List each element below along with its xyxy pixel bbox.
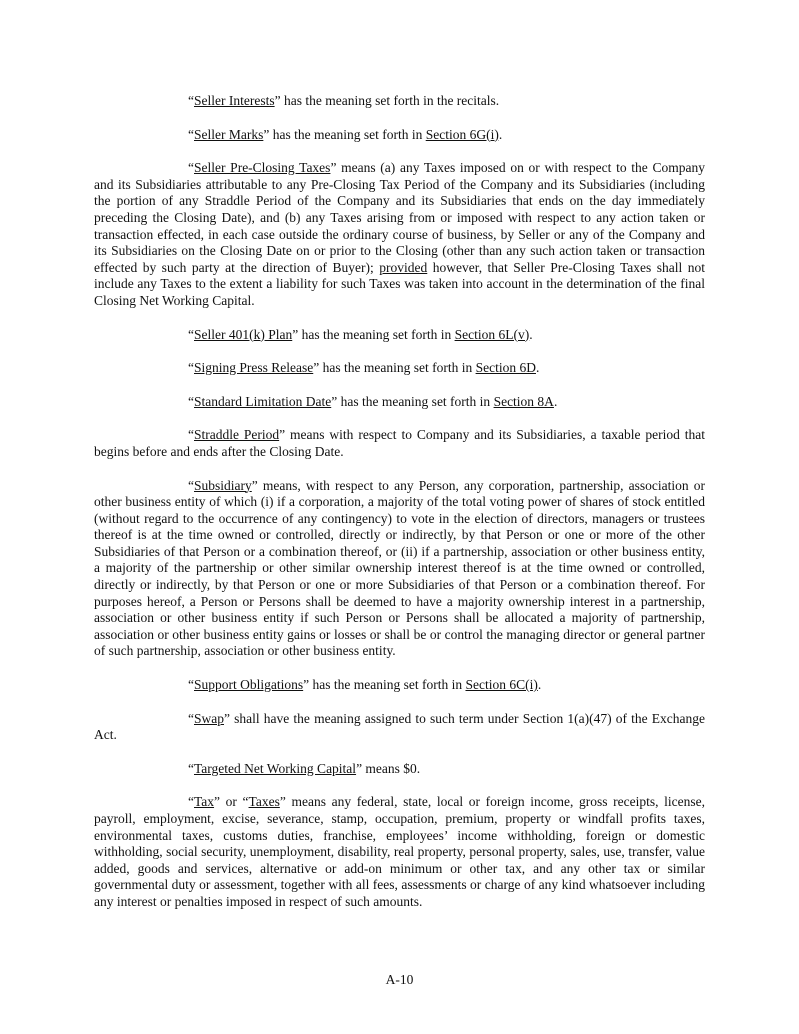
text-segment: “ — [188, 126, 194, 142]
text-segment: ” has the meaning set forth in the recitals. — [274, 93, 500, 108]
text-segment: “ — [188, 794, 194, 810]
defined-term: Swap — [194, 710, 224, 726]
text-segment: ” or “ — [214, 794, 249, 810]
definition-seller-pre-closing-taxes — [94, 160, 705, 309]
text-segment: ” has the meaning set forth in — [292, 326, 455, 342]
defined-term: Standard Limitation Date — [194, 393, 332, 409]
section-reference: Section 6G(i) — [425, 126, 499, 142]
definition-seller-marks — [94, 127, 705, 144]
defined-term: Targeted Net Working Capital — [194, 760, 357, 776]
defined-term: Seller Marks — [194, 126, 264, 142]
page-number: A-10 — [385, 972, 414, 987]
defined-term: Signing Press Release — [194, 360, 314, 376]
definition-standard-limitation-date — [94, 394, 705, 411]
text-segment: ” has the meaning set forth in — [303, 677, 466, 693]
text-segment: ” has the meaning set forth in — [263, 126, 426, 142]
text-segment: ” means $0. — [356, 760, 421, 776]
text-segment: ” shall have the meaning assigned to such term under Section 1(a)(47) of the Exchange Act. — [94, 710, 705, 743]
section-reference: Section 6D — [475, 360, 536, 376]
text-segment: ” means (a) any Taxes imposed on or with respect to the Company and its Subsidiaries attributable to any Pre-Closing Tax Period of the Company and its Subsidiaries (including the portion of any Straddle Period of the Company and its Subsidiaries that ends on the day immediately preceding the Closing Date), and (b) any Taxes arising from or imposed with respect to any action taken or transaction effected, in each case outside the ordinary course of business, by Seller or any of the Company and its Subsidiaries on the Closing Date on or prior to the Closing (other than any such action taken or transaction effected by such party at the direction of Buyer); — [94, 160, 705, 275]
definition-seller-401k-plan — [94, 327, 705, 344]
definition-support-obligations — [94, 677, 705, 694]
text-segment: “ — [188, 160, 194, 176]
defined-term: Seller Interests — [194, 93, 275, 108]
text-segment: “ — [188, 326, 194, 342]
text-segment: ” means any federal, state, local or foreign income, gross receipts, license, payroll, employment, excise, severance, stamp, occupation, premium, property or windfall profits taxes, environmental taxes, customs duties, franchise, employees’ income withholding, foreign or domestic withholding, social security, unemployment, disability, real property, personal property, sales, use, transfer, value added, goods and services, alternative or add-on minimum or other tax, and any other tax or similar governmental duty or assessment, together with all fees, assessments or charge of any kind whatsoever including any interest or penalties imposed in respect of such amounts. — [94, 794, 705, 909]
definition-signing-press-release — [94, 360, 705, 377]
text-segment: . — [535, 360, 540, 376]
section-reference: Section 6C(i) — [465, 677, 538, 693]
definition-seller-interests — [94, 93, 705, 110]
text-segment: ” means with respect to Company and its Subsidiaries, a taxable period that begins before and ends after the Closing Date. — [94, 427, 705, 459]
definition-swap — [94, 711, 705, 744]
text-segment: ” has the meaning set forth in — [313, 360, 476, 376]
text-segment: . — [537, 677, 542, 693]
text-segment: ” has the meaning set forth in — [331, 393, 494, 409]
defined-term: Subsidiary — [194, 477, 252, 493]
text-segment: . — [553, 393, 558, 409]
document-body — [94, 93, 705, 928]
text-segment: . — [498, 126, 503, 142]
provided-term: provided — [379, 259, 428, 275]
defined-term: Support Obligations — [194, 677, 304, 693]
definition-tax — [94, 794, 705, 910]
section-reference: Section 8A — [493, 393, 554, 409]
defined-term: Taxes — [248, 794, 280, 810]
text-segment: . — [529, 326, 533, 342]
text-segment: “ — [188, 710, 194, 726]
text-segment: “ — [188, 760, 194, 776]
defined-term: Tax — [194, 794, 215, 810]
defined-term: Seller Pre-Closing Taxes — [194, 160, 331, 176]
text-segment: however, that Seller Pre-Closing Taxes shall not include any Taxes to the extent a liability for such Taxes was taken into account in the determination of the final Closing Net Working Capital. — [94, 259, 705, 308]
text-segment: “ — [188, 477, 194, 493]
text-segment: “ — [188, 393, 194, 409]
text-segment: “ — [188, 427, 194, 443]
text-segment: “ — [188, 360, 194, 376]
defined-term: Straddle Period — [194, 427, 280, 443]
text-segment: “ — [188, 93, 194, 108]
defined-term: Seller 401(k) Plan — [194, 326, 293, 342]
definition-straddle-period — [94, 427, 705, 460]
text-segment: ” means, with respect to any Person, any corporation, partnership, association or other business entity of which (i) if a corporation, a majority of the total voting power of shares of stock entitled (without regard to the occurrence of any contingency) to vote in the election of directors, managers or trustees thereof is at the time owned or controlled, directly or indirectly, by that Person or one or more of the other Subsidiaries of that Person or a combination thereof, or (ii) if a partnership, association or other business entity, a majority of the partnership or other similar ownership interest thereof is at the time owned or controlled, directly or indirectly, by that Person or one or more Subsidiaries of that Person or a combination thereof. For purposes hereof, a Person or Persons shall be deemed to have a majority ownership interest in a partnership, association or other business entity if such Person or Persons shall be allocated a majority of partnership, association or other business entity gains or losses or shall be or control the managing director or general partner of such partnership, association or other business entity. — [94, 477, 705, 659]
definition-subsidiary — [94, 478, 705, 661]
text-segment: “ — [188, 677, 194, 693]
section-reference: Section 6L(v) — [454, 326, 530, 342]
definition-targeted-net-working-capital — [94, 761, 705, 778]
